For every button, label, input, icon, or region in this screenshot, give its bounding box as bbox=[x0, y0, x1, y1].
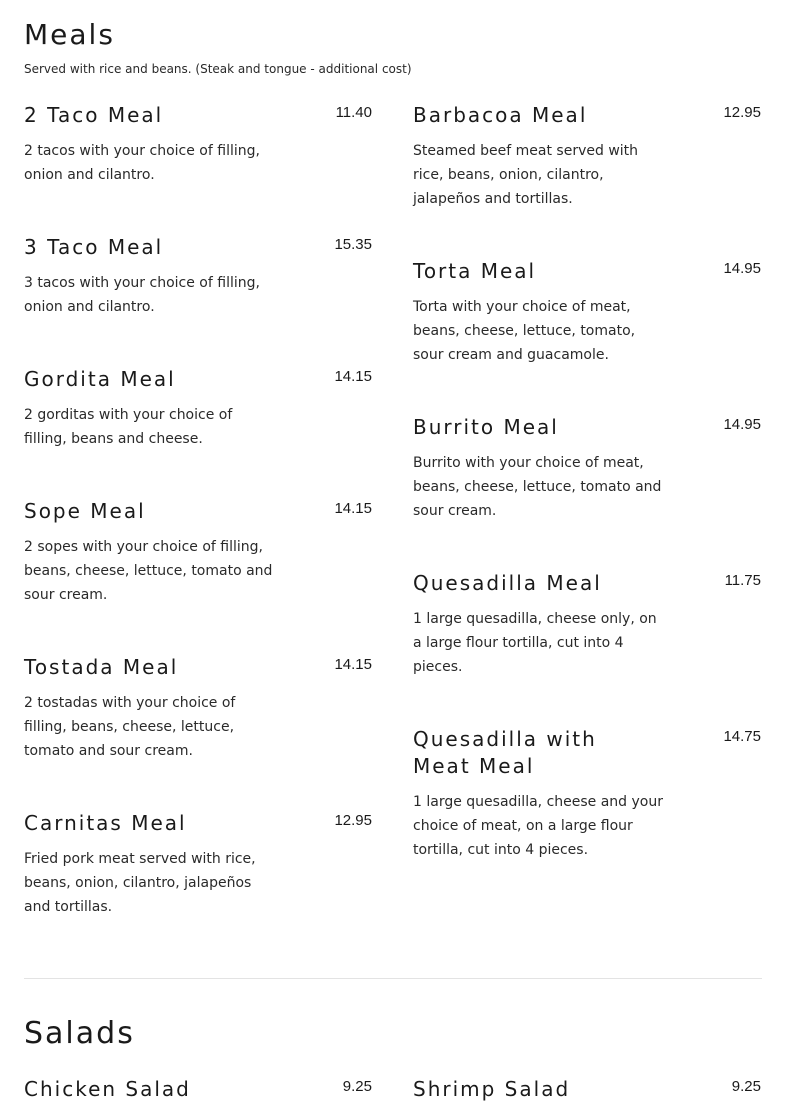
menu-item bbox=[413, 102, 761, 258]
menu-item bbox=[24, 654, 372, 810]
menu-item-name: Chicken Salad bbox=[24, 1077, 191, 1101]
menu-item-description: 2 gorditas with your choice of filling, beans and cheese. bbox=[24, 407, 233, 447]
menu-item-name: Sope Meal bbox=[24, 499, 146, 523]
menu-item-name: 3 Taco Meal bbox=[24, 235, 164, 259]
menu-item-name: Quesadilla with Meat Meal bbox=[413, 727, 597, 778]
menu-item bbox=[24, 102, 372, 234]
menu-item bbox=[24, 810, 372, 966]
menu-item-price: 15.35 bbox=[334, 236, 372, 253]
menu-item bbox=[413, 1076, 761, 1103]
menu-item-price: 11.75 bbox=[724, 572, 761, 589]
menu-item bbox=[24, 366, 372, 498]
menu-item-description: 1 large quesadilla, cheese and your choice of meat, on a large flour tortilla, cut into 4 pieces. bbox=[413, 794, 663, 858]
menu-item-description: Fried pork meat served with rice, beans, onion, cilantro, jalapeños and tortillas. bbox=[24, 851, 256, 915]
menu-item-price: 9.25 bbox=[342, 1078, 372, 1095]
meals-right-column bbox=[413, 102, 761, 906]
section-divider bbox=[24, 978, 762, 979]
menu-item-name: Burrito Meal bbox=[413, 415, 559, 439]
menu-item-name: Barbacoa Meal bbox=[413, 103, 588, 127]
menu-item-name: Torta Meal bbox=[413, 259, 537, 283]
menu-item-description: 1 large quesadilla, cheese only, on a large flour tortilla, cut into 4 pieces. bbox=[413, 611, 657, 675]
menu-item bbox=[24, 1076, 372, 1103]
menu-item-description: 2 tostadas with your choice of filling, beans, cheese, lettuce, tomato and sour cream. bbox=[24, 695, 236, 759]
menu-item-price: 14.95 bbox=[723, 260, 761, 277]
menu-item-price: 14.75 bbox=[723, 728, 761, 745]
menu-item-price: 12.95 bbox=[334, 812, 372, 829]
menu-item bbox=[413, 414, 761, 570]
menu-item bbox=[24, 498, 372, 654]
menu-item-price: 11.40 bbox=[335, 104, 372, 121]
menu-item-price: 9.25 bbox=[731, 1078, 761, 1095]
menu-item bbox=[24, 234, 372, 366]
menu-item-name: Gordita Meal bbox=[24, 367, 176, 391]
menu-item bbox=[413, 258, 761, 414]
menu-item-name: Tostada Meal bbox=[24, 655, 179, 679]
menu-item-description: 2 tacos with your choice of filling, onion and cilantro. bbox=[24, 143, 260, 183]
menu-item bbox=[413, 726, 761, 906]
menu-item-price: 14.95 bbox=[723, 416, 761, 433]
meals-subtitle: Served with rice and beans. (Steak and tongue - additional cost) bbox=[24, 62, 412, 76]
menu-item-price: 14.15 bbox=[334, 656, 372, 673]
menu-item bbox=[413, 570, 761, 726]
meals-left-column bbox=[24, 102, 372, 966]
menu-item-price: 12.95 bbox=[723, 104, 761, 121]
menu-item-name: Carnitas Meal bbox=[24, 811, 187, 835]
menu-item-description: Steamed beef meat served with rice, beans, onion, cilantro, jalapeños and tortillas. bbox=[413, 143, 639, 207]
menu-item-price: 14.15 bbox=[334, 500, 372, 517]
menu-item-name: 2 Taco Meal bbox=[24, 103, 164, 127]
menu-item-name: Shrimp Salad bbox=[413, 1077, 571, 1101]
menu-item-name: Quesadilla Meal bbox=[413, 571, 602, 595]
salads-section-title: Salads bbox=[24, 1016, 135, 1051]
menu-item-description: Burrito with your choice of meat, beans, cheese, lettuce, tomato and sour cream. bbox=[413, 455, 662, 519]
menu-item-description: Torta with your choice of meat, beans, cheese, lettuce, tomato, sour cream and guacamole. bbox=[413, 299, 636, 363]
menu-item-price: 14.15 bbox=[334, 368, 372, 385]
menu-item-description: 3 tacos with your choice of filling, onion and cilantro. bbox=[24, 275, 260, 315]
menu-item-description: 2 sopes with your choice of filling, beans, cheese, lettuce, tomato and sour cream. bbox=[24, 539, 273, 603]
meals-section-title: Meals bbox=[24, 18, 115, 51]
